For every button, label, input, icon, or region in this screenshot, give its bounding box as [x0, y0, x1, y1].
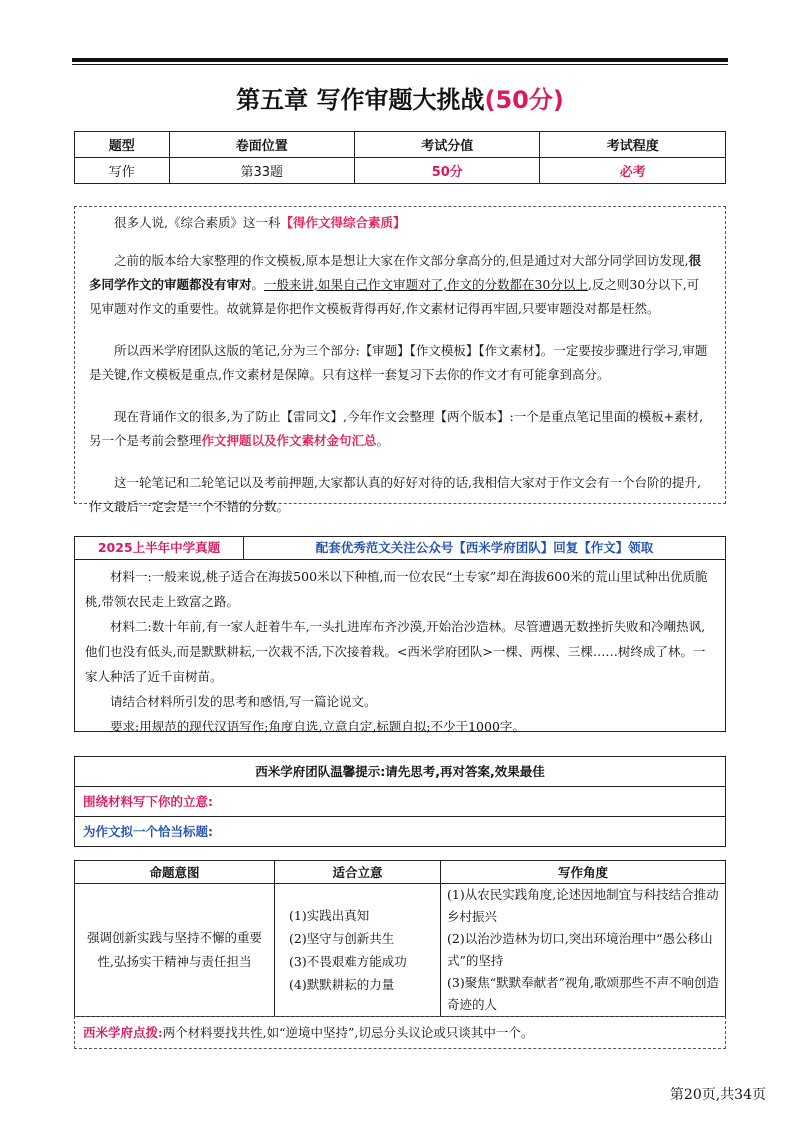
tip-row-stance: 围绕材料写下你的立意: — [75, 787, 725, 817]
top-rule-thin — [72, 64, 728, 65]
angle-item: (2)以治沙造林为切口,突出环境治理中“愚公移山式”的坚持 — [447, 931, 713, 968]
tip-title: 西米学府团队温馨提示:请先思考,再对答案,效果最佳 — [75, 757, 725, 787]
intro-paragraph-2 — [89, 249, 711, 321]
exam-material-2: 材料二:数十年前,有一家人赶着牛车,一头扎进库布齐沙漠,开始治沙造林。尽管遭遇无数挫折失败和冷嘲热讽,他们也没有低头,而是默默耕耘,一次栽不活,下次接着栽。<西米学府团队>一棵、两棵、三棵……树终成了林。一家人种活了近千亩树苗。 — [85, 619, 706, 684]
analysis-header-stance: 适合立意 — [275, 861, 441, 884]
angle-item: (1)从农民实践角度,论述因地制宜与科技结合推动乡村振兴 — [447, 887, 719, 924]
exam-material-1: 材料一:一般来说,桃子适合在海拔500米以下种植,而一位农民“土专家”却在海拔600米的荒山里试种出优质脆桃,带领农民走上致富之路。 — [85, 569, 708, 609]
info-cell-level: 必考 — [540, 158, 726, 184]
info-table — [74, 131, 726, 184]
note-text: 两个材料要找共性,如“逆境中坚持”,切忌分头议论或只谈其中一个。 — [162, 1025, 534, 1040]
intro-p4-text: 现在背诵作文的很多,为了防止【雷同文】,今年作文会整理【两个版本】:一个是重点笔记里面的模板+素材,另一个是考前会整理 — [89, 409, 704, 448]
analysis-header-row — [75, 861, 726, 884]
stance-item: (3)不畏艰难方能成功 — [289, 954, 407, 969]
intro-p2-underline: 一般来讲,如果自己作文审题对了,作文的分数都在30分以上 — [264, 277, 588, 292]
info-cell-score: 50分 — [355, 158, 540, 184]
stance-item: (1)实践出真知 — [289, 908, 370, 923]
note-label: 西米学府点拨: — [83, 1025, 163, 1040]
info-table-row — [75, 158, 726, 184]
info-cell-type: 写作 — [75, 158, 170, 184]
intro-p2-text: 之前的版本给大家整理的作文模板,原本是想让大家在作文部分拿高分的,但是通过对大部分同学回访发现, — [114, 253, 689, 268]
intro-paragraph-3: 所以西米学府团队这版的笔记,分为三个部分:【审题】【作文模板】【作文素材】。一定要按步骤进行学习,审题是关键,作文模板是重点,作文素材是保障。只有这样一套复习下去你的作文才有可能拿到高分。 — [89, 343, 708, 382]
exam-tag: 2025上半年中学真题 — [75, 537, 244, 559]
info-cell-position: 第33题 — [169, 158, 354, 184]
analysis-row — [75, 884, 726, 1017]
info-header-type: 题型 — [75, 132, 170, 158]
stance-item: (2)坚守与创新共生 — [289, 931, 395, 946]
chapter-title — [72, 80, 728, 115]
analysis-table — [74, 860, 726, 1017]
tip-row-title: 为作文拟一个恰当标题: — [83, 824, 213, 839]
info-table-header-row — [75, 132, 726, 158]
exam-question-box — [74, 536, 726, 732]
intro-paragraph-1 — [89, 211, 711, 235]
intro-box — [74, 206, 726, 514]
analysis-stances — [275, 884, 441, 1017]
chapter-title-score: (50分) — [484, 86, 564, 114]
analysis-angles — [441, 884, 726, 1017]
top-rule — [72, 58, 728, 62]
intro-p2-punct: 。 — [251, 277, 265, 292]
intro-p1-highlight: 【得作文得综合素质】 — [280, 215, 406, 230]
stance-item: (4)默默耕耘的力量 — [289, 977, 395, 992]
intro-paragraph-4 — [89, 405, 711, 453]
tip-note-box — [74, 1016, 726, 1049]
intro-p4-highlight: 作文押题以及作文素材金句汇总 — [201, 433, 377, 448]
info-header-level: 考试程度 — [540, 132, 726, 158]
intro-p2-rest: ,反之则30分以下,可见审题对作文的重要性。故就算是你把作文模板背得再好,作文素材记得再牢固,只要审题没对都是枉然。 — [89, 277, 700, 316]
page-number: 第20页,共34页 — [669, 1087, 766, 1103]
exam-body — [75, 560, 725, 739]
chapter-title-text: 第五章 写作审题大挑战 — [236, 86, 485, 114]
info-header-score: 考试分值 — [355, 132, 540, 158]
intro-p2-bold: 很多同学作文的审题都没有审对 — [89, 253, 701, 292]
analysis-header-intent: 命题意图 — [75, 861, 275, 884]
intro-p1-text: 很多人说,《综合素质》这一科 — [114, 215, 281, 230]
analysis-header-angle: 写作角度 — [441, 861, 726, 884]
info-header-position: 卷面位置 — [169, 132, 354, 158]
exam-header-note: 配套优秀范文关注公众号【西米学府团队】回复【作文】领取 — [315, 540, 654, 555]
exam-question: 请结合材料所引发的思考和感悟,写一篇论说文。 — [110, 694, 377, 709]
intro-paragraph-5: 这一轮笔记和二轮笔记以及考前押题,大家都认真的好好对待的话,我相信大家对于作文会有一个台阶的提升,作文最后一定会是一个不错的分数。 — [89, 475, 701, 514]
tip-box — [74, 756, 726, 847]
exam-requirements: 要求:用规范的现代汉语写作;角度自选,立意自定,标题自拟;不少于1000字。 — [110, 719, 525, 734]
angle-item: (3)聚焦“默默奉献者”视角,歌颂那些不声不响创造奇迹的人 — [447, 975, 719, 1012]
intro-p4-punct: 。 — [376, 433, 390, 448]
analysis-intent: 强调创新实践与坚持不懈的重要性,弘扬实干精神与责任担当 — [75, 884, 275, 1017]
exam-header — [75, 537, 725, 560]
